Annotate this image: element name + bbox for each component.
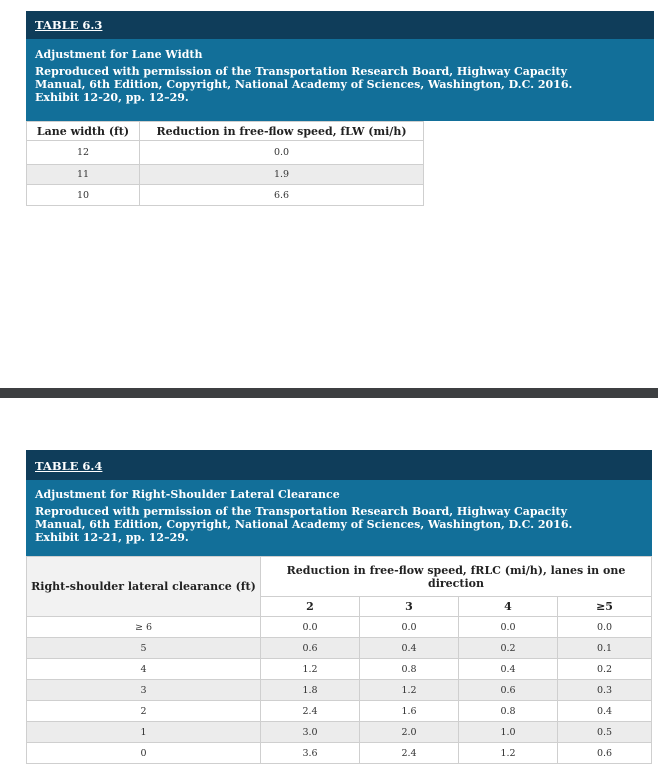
section-divider bbox=[0, 388, 658, 398]
table-cell: 1.8 bbox=[261, 680, 360, 701]
table-cell: 0.0 bbox=[140, 141, 424, 165]
table-cell: 1.9 bbox=[140, 165, 424, 185]
table-6-3-title: Adjustment for Lane Width bbox=[35, 48, 203, 61]
table-6-4-source-1: Reproduced with permission of the Transportation Research Board, Highway Capacity bbox=[35, 505, 568, 518]
table-cell: 2 bbox=[27, 701, 261, 722]
table-6-3 bbox=[26, 121, 424, 206]
table-6-4-caption bbox=[26, 480, 652, 556]
lane-width-header: Lane width (ft) bbox=[27, 122, 140, 141]
table-cell: 3.0 bbox=[261, 722, 360, 743]
table-cell: 0.4 bbox=[459, 659, 558, 680]
table-6-3-source-3: Exhibit 12-20, pp. 12–29. bbox=[35, 91, 189, 104]
table-6-3-caption bbox=[26, 39, 654, 121]
table-6-4-source-2: Manual, 6th Edition, Copyright, National Academy of Sciences, Washington, D.C. 2016. bbox=[35, 518, 573, 531]
table-cell: 2.4 bbox=[261, 701, 360, 722]
lanes-header-5plus: ≥5 bbox=[558, 597, 652, 617]
table-cell: 0.6 bbox=[459, 680, 558, 701]
table-cell: 0.2 bbox=[558, 659, 652, 680]
table-cell: 12 bbox=[27, 141, 140, 165]
table-cell: 5 bbox=[27, 638, 261, 659]
table-cell: 0 bbox=[27, 743, 261, 764]
table-cell: 1.2 bbox=[459, 743, 558, 764]
table-cell: 10 bbox=[27, 185, 140, 206]
table-6-4-number: TABLE 6.4 bbox=[26, 450, 652, 480]
table-cell: 0.4 bbox=[360, 638, 459, 659]
table-6-4-source-3: Exhibit 12-21, pp. 12–29. bbox=[35, 531, 189, 544]
table-cell: 0.5 bbox=[558, 722, 652, 743]
table-cell: 2.0 bbox=[360, 722, 459, 743]
table-6-4-title: Adjustment for Right-Shoulder Lateral Clearance bbox=[35, 488, 340, 501]
table-6-3-number: TABLE 6.3 bbox=[26, 11, 654, 39]
table-cell: 4 bbox=[27, 659, 261, 680]
table-cell: 0.3 bbox=[558, 680, 652, 701]
table-cell: 2.4 bbox=[360, 743, 459, 764]
table-cell: 0.2 bbox=[459, 638, 558, 659]
table-6-3-source-2: Manual, 6th Edition, Copyright, National Academy of Sciences, Washington, D.C. 2016. bbox=[35, 78, 573, 91]
table-cell: 0.8 bbox=[360, 659, 459, 680]
table-cell: 1.2 bbox=[360, 680, 459, 701]
table-cell: 3.6 bbox=[261, 743, 360, 764]
lanes-header-3: 3 bbox=[360, 597, 459, 617]
table-cell: 0.0 bbox=[459, 617, 558, 638]
lanes-header-4: 4 bbox=[459, 597, 558, 617]
table-cell: 11 bbox=[27, 165, 140, 185]
table-cell: 1 bbox=[27, 722, 261, 743]
lanes-header-2: 2 bbox=[261, 597, 360, 617]
table-cell: ≥ 6 bbox=[27, 617, 261, 638]
table-cell: 1.6 bbox=[360, 701, 459, 722]
table-cell: 0.4 bbox=[558, 701, 652, 722]
table-cell: 0.0 bbox=[261, 617, 360, 638]
table-cell: 0.1 bbox=[558, 638, 652, 659]
reduction-header: Reduction in free-flow speed, fLW (mi/h) bbox=[140, 122, 424, 141]
table-cell: 0.6 bbox=[261, 638, 360, 659]
table-cell: 1.2 bbox=[261, 659, 360, 680]
table-6-3-source-1: Reproduced with permission of the Transportation Research Board, Highway Capacity bbox=[35, 65, 568, 78]
table-cell: 0.6 bbox=[558, 743, 652, 764]
table-cell: 0.0 bbox=[360, 617, 459, 638]
clearance-header: Right-shoulder lateral clearance (ft) bbox=[27, 557, 261, 617]
reduction-group-header: Reduction in free-flow speed, fRLC (mi/h), lanes in one direction bbox=[261, 557, 652, 597]
table-6-4 bbox=[26, 556, 652, 764]
table-cell: 0.8 bbox=[459, 701, 558, 722]
table-cell: 6.6 bbox=[140, 185, 424, 206]
table-cell: 3 bbox=[27, 680, 261, 701]
table-cell: 1.0 bbox=[459, 722, 558, 743]
table-cell: 0.0 bbox=[558, 617, 652, 638]
